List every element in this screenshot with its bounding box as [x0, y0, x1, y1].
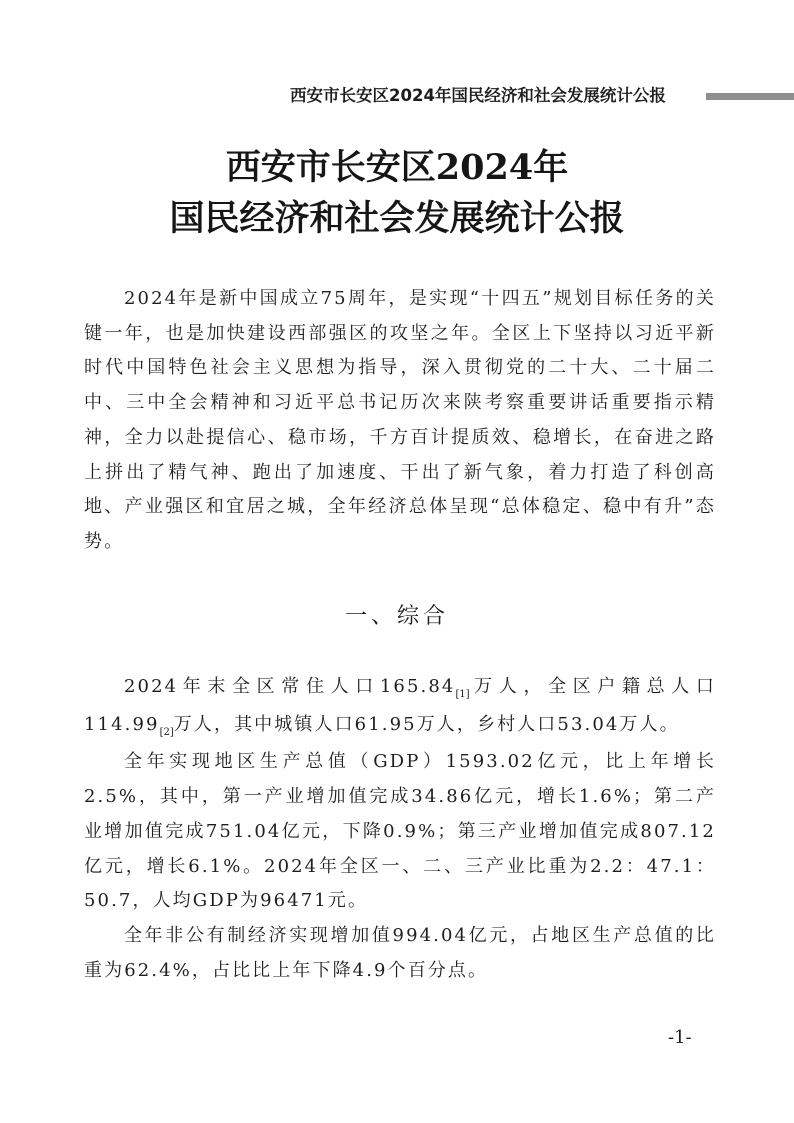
section-heading-overview: 一、综合 — [344, 604, 449, 629]
overview-section — [84, 670, 716, 988]
header-decorative-bar — [706, 93, 794, 100]
title-line-2: 国民经济和社会发展统计公报 — [169, 198, 625, 239]
population-text-3: 万人，其中城镇人口61.95万人，乡村人口53.04万人。 — [173, 713, 680, 735]
intro-section — [84, 282, 716, 560]
non-public-economy-paragraph: 全年非公有制经济实现增加值994.04亿元，占地区生产总值的比重为62.4%，占比比上年下降4.9个百分点。 — [84, 924, 716, 981]
gdp-paragraph: 全年实现地区生产总值（GDP）1593.02亿元，比上年增长2.5%，其中，第一产业增加值完成34.86亿元，增长1.6%；第二产业增加值完成751.04亿元，下降0.9%；第三产业增加值完成807.12亿元，增长6.1%。2024年全区一、二、三产业比重为2.2：47.1：50.7，人均GDP为96471元。 — [84, 751, 716, 912]
footnote-marker-2: [2] — [159, 726, 174, 738]
title-line-1: 西安市长安区2024年 — [225, 147, 569, 188]
running-header-title: 西安市长安区2024年国民经济和社会发展统计公报 — [290, 86, 666, 105]
population-text-1: 2024年末全区常住人口165.84 — [124, 676, 456, 697]
population-paragraph — [84, 670, 716, 745]
intro-paragraph: 2024年是新中国成立75周年，是实现“十四五”规划目标任务的关键一年，也是加快建设西部强区的攻坚之年。全区上下坚持以习近平新时代中国特色社会主义思想为指导，深入贯彻党的二十大、二十届二中、三中全会精神和习近平总书记历次来陕考察重要讲话重要指示精神，全力以赴提信心、稳市场，千方百计提质效、稳增长，在奋进之路上拼出了精气神、跑出了加速度、干出了新气象，着力打造了科创高地、产业强区和宜居之城，全年经济总体呈现“总体稳定、稳中有升”态势。 — [84, 288, 716, 552]
document-title — [0, 142, 794, 244]
running-header — [0, 84, 794, 108]
population-text-2: 万人，全区户籍总人口114.99 — [84, 676, 717, 735]
footnote-marker-1: [1] — [455, 689, 470, 700]
page-number: -1- — [668, 1027, 692, 1048]
